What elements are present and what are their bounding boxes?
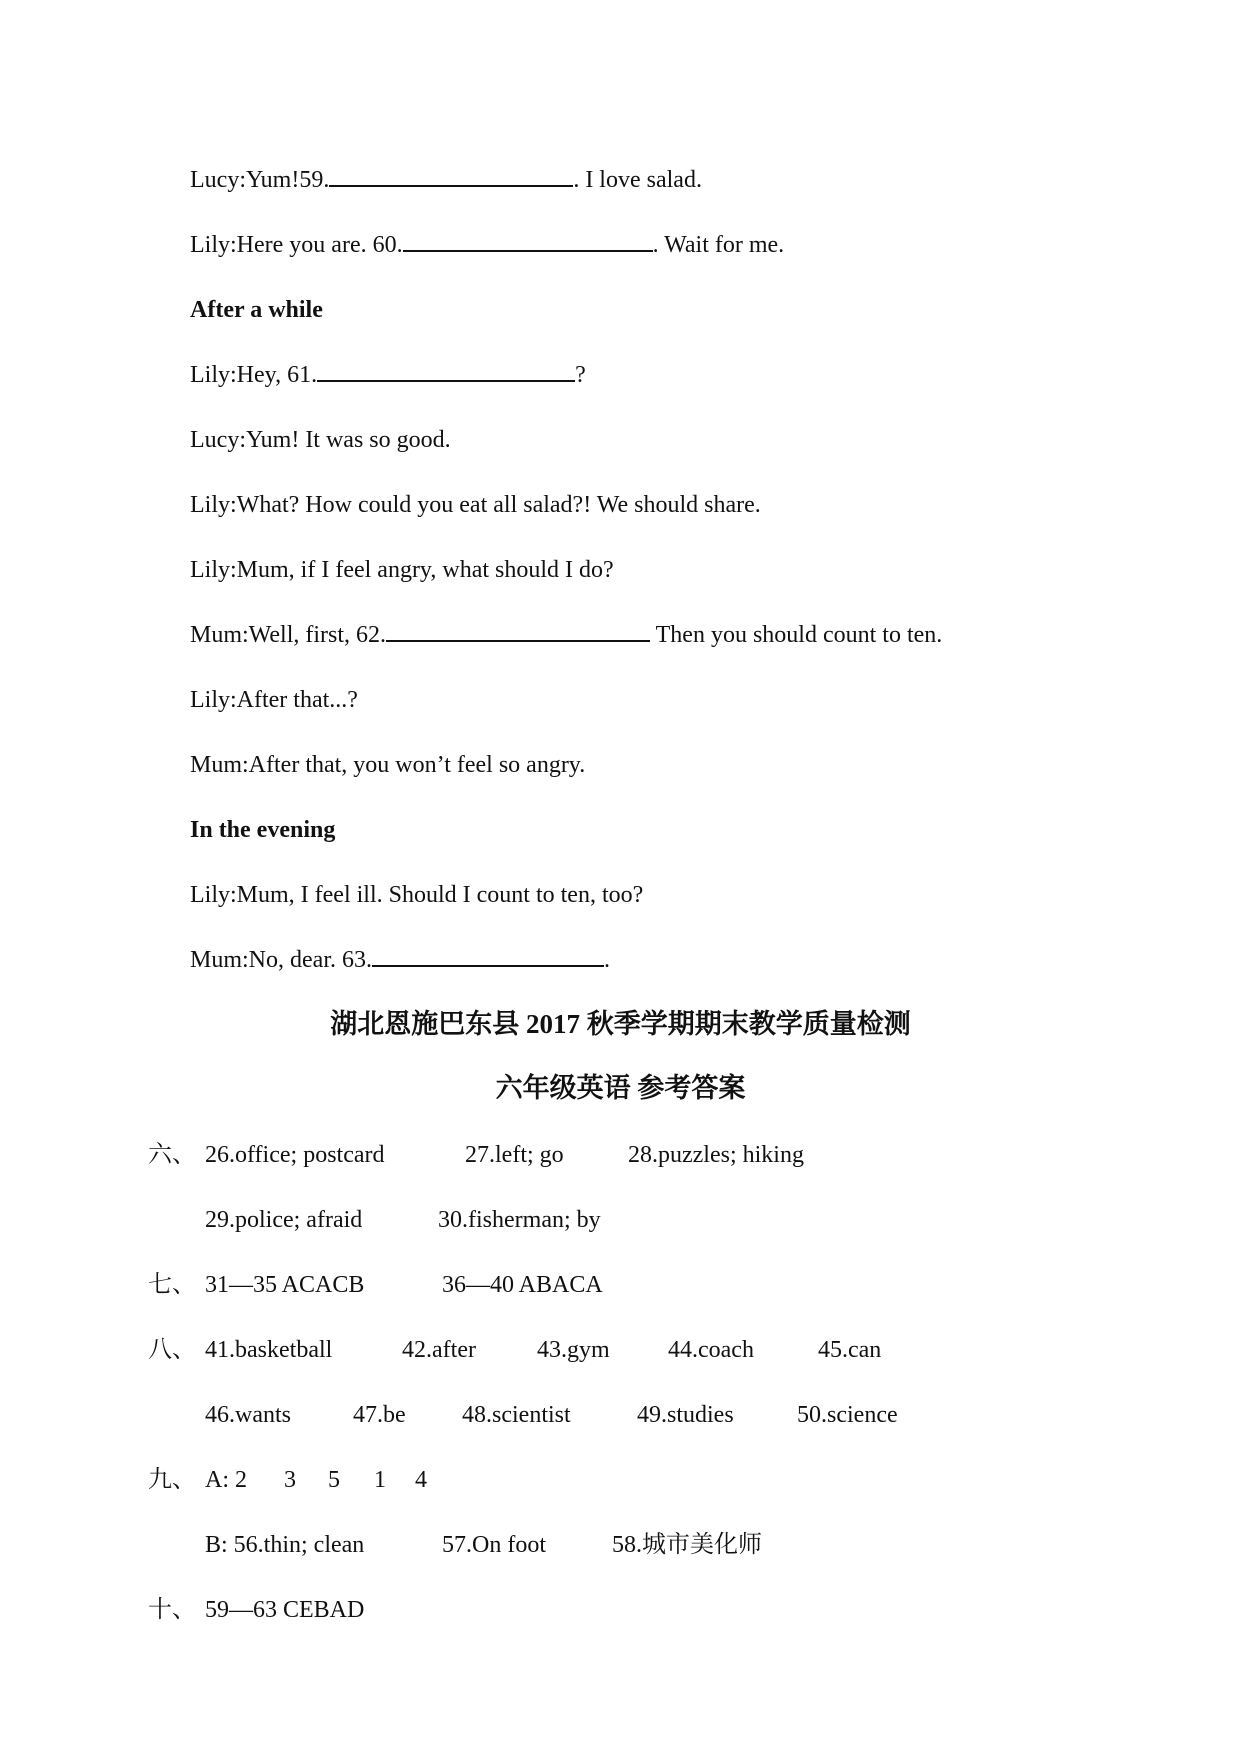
dialogue-line-62 xyxy=(190,620,942,650)
line-text: . xyxy=(603,947,610,973)
line-text: Lucy:Yum!59. xyxy=(190,167,330,193)
answer-item: 29.police; afraid xyxy=(205,1207,363,1233)
dialogue-line: Lily:What? How could you eat all salad?! We should share. xyxy=(190,492,761,518)
answer-key-title: 湖北恩施巴东县 2017 秋季学期期末教学质量检测 xyxy=(330,1009,911,1039)
dialogue-line-59 xyxy=(190,165,702,195)
answer-item: 57.On foot xyxy=(442,1532,546,1558)
line-text: Mum:Well, first, 62. xyxy=(190,622,387,648)
answer-item: 3 xyxy=(284,1467,296,1493)
dialogue-line: Lily:Mum, I feel ill. Should I count to ten, too? xyxy=(190,882,644,908)
line-text: . Wait for me. xyxy=(652,232,785,258)
section-label: 六、 xyxy=(148,1142,196,1168)
answer-item: 4 xyxy=(415,1467,427,1493)
section-label: 八、 xyxy=(148,1337,196,1363)
answer-item: 26.office; postcard xyxy=(205,1142,385,1168)
answer-item: B: 56.thin; clean xyxy=(205,1532,365,1558)
section-label: 七、 xyxy=(148,1272,196,1298)
answer-item: 49.studies xyxy=(637,1402,734,1428)
answer-item: A: 2 xyxy=(205,1467,247,1493)
answer-item: 45.can xyxy=(818,1337,882,1363)
answer-blank-59[interactable] xyxy=(329,165,573,187)
dialogue-line-61 xyxy=(190,360,586,390)
dialogue-line-60 xyxy=(190,230,784,260)
answer-blank-63[interactable] xyxy=(372,945,604,967)
answer-item: 36—40 ABACA xyxy=(442,1272,603,1298)
answer-item: 58.城市美化师 xyxy=(612,1532,762,1558)
answer-item: 59—63 CEBAD xyxy=(205,1597,365,1623)
section-label: 十、 xyxy=(148,1597,196,1623)
dialogue-line: Lily:After that...? xyxy=(190,687,358,713)
answer-item: 48.scientist xyxy=(462,1402,571,1428)
answer-item: 46.wants xyxy=(205,1402,291,1428)
answer-blank-62[interactable] xyxy=(386,620,650,642)
answer-item: 43.gym xyxy=(537,1337,610,1363)
answer-item: 31—35 ACACB xyxy=(205,1272,365,1298)
answer-key-subtitle: 六年级英语 参考答案 xyxy=(495,1073,746,1103)
dialogue-line-63 xyxy=(190,945,610,975)
dialogue-line: Lucy:Yum! It was so good. xyxy=(190,427,451,453)
answer-blank-61[interactable] xyxy=(317,360,575,382)
answer-item: 28.puzzles; hiking xyxy=(628,1142,804,1168)
scene-heading: In the evening xyxy=(190,817,336,843)
answer-item: 30.fisherman; by xyxy=(438,1207,601,1233)
line-text: . I love salad. xyxy=(573,167,702,193)
answer-item: 5 xyxy=(328,1467,340,1493)
line-text: Lily:Hey, 61. xyxy=(190,362,318,388)
answer-item: 42.after xyxy=(402,1337,476,1363)
answer-item: 50.science xyxy=(797,1402,898,1428)
line-text: Mum:No, dear. 63. xyxy=(190,947,372,973)
answer-item: 27.left; go xyxy=(465,1142,564,1168)
dialogue-line: Mum:After that, you won’t feel so angry. xyxy=(190,752,586,778)
answer-item: 1 xyxy=(374,1467,386,1493)
answer-blank-60[interactable] xyxy=(403,230,653,252)
answer-item: 47.be xyxy=(353,1402,406,1428)
dialogue-line: Lily:Mum, if I feel angry, what should I do? xyxy=(190,557,614,583)
scene-heading: After a while xyxy=(190,297,323,323)
answer-item: 41.basketball xyxy=(205,1337,333,1363)
line-text: Then you should count to ten. xyxy=(650,622,943,648)
section-label: 九、 xyxy=(148,1467,196,1493)
answer-item: 44.coach xyxy=(668,1337,754,1363)
line-text: ? xyxy=(575,362,586,388)
line-text: Lily:Here you are. 60. xyxy=(190,232,403,258)
